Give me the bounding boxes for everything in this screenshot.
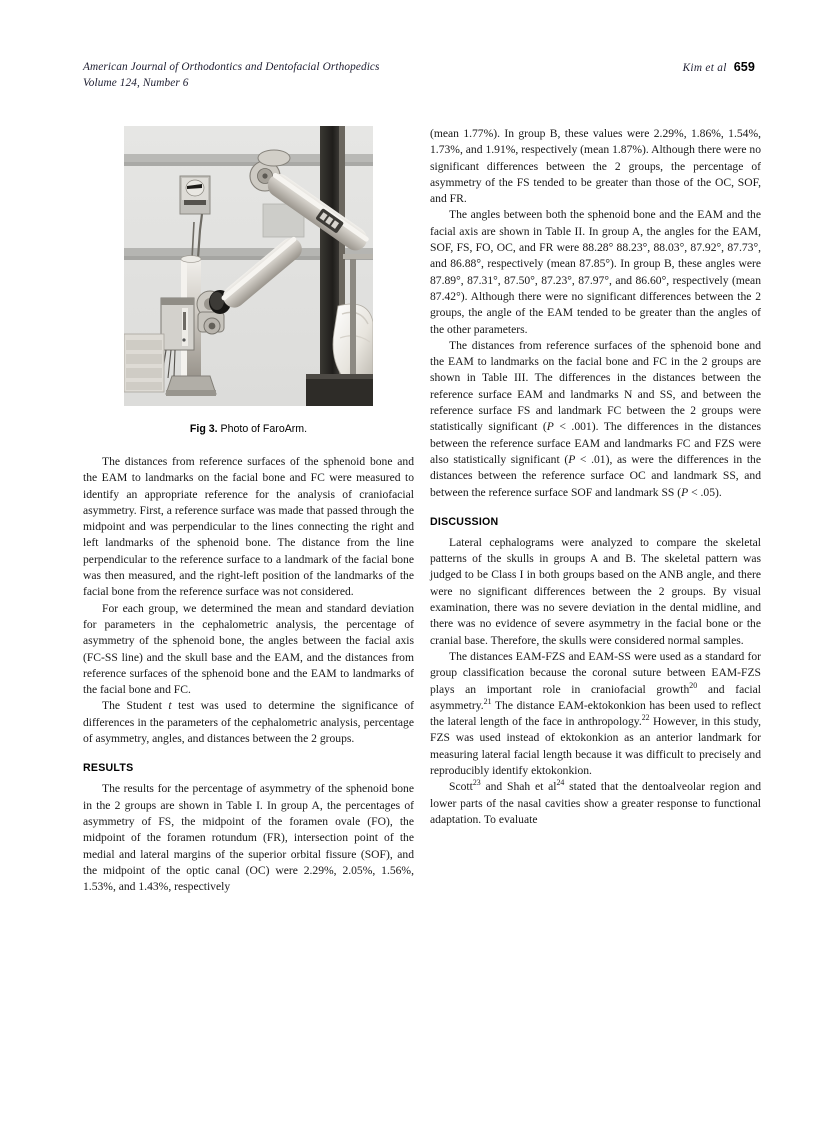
reference-marker-20: 20 [689,680,698,690]
paragraph-angles: The angles between both the sphenoid bone and the EAM and the facial axis are shown in Table II. In group A, the angles for the EAM, SOF, FS, FO, OC, and FR were 88.28° 88.23°, 88.03°, 87.92°, 87.73°, and 86.88°, respectively (mean 87.85°). In group B, these angles were 87.89°, 87.31°, 87.50°, 87.23°, 87.97°, and 86.60°, respectively (mean 87.42°). Although there were no significant differences between the 2 groups, the angle of the EAM tended to be greater than the angles of the other parameters. [430,208,761,336]
discussion2-seg3: The distance EAM-ektokonkion has been used to reflect the lateral length of the face in anthropology. [430,698,761,729]
distances-seg2: < .001). The differences in the distances between the reference surface EAM and landmarks FC and FZS were also statistically significant ( [430,420,761,466]
discussion3-seg3: stated that the dentoalveolar region and lower parts of the nasal cavities show a greater response to functional adaptation. To evaluate [430,780,761,826]
distances-seg4: < .05). [688,485,722,499]
student-t-after: test was used to determine the significance of differences in the parameters of the cephalometric analysis, percentage of asymmetry, angles, and distances between the 2 groups. [83,699,414,746]
p-value-symbol-2: P [568,452,576,466]
discussion2-seg4: However, in this study, FZS was used instead of ektokonkion as an anterior landmark for measuring lateral facial length because it was difficult to precisely and reproducibly identify ektokonkion. [430,715,761,777]
paragraph-results-asymmetry: The results for the percentage of asymmetry of the sphenoid bone in the 2 groups are shown in Table I. In group A, the percentages of asymmetry of FS, the midpoint of the foramen ovale (FO), the midpoint of the foramen rotundum (FR), intersection point of the medial and lateral margins of the superior orbital fissure (SOF), and the midpoint of the optic canal (OC) were 2.29%, 2.05%, 1.56%, 1.53%, and 1.43%, respectively [83,782,414,894]
running-head [83,60,755,94]
student-t-italic: t [168,699,172,713]
discussion3-seg2: and Shah et al [480,780,557,794]
figure-number: Fig 3. [189,423,218,435]
distances-seg1: The distances from reference surfaces of the sphenoid bone and the EAM to landmarks on the facial bone and FC in the 2 groups are shown in Table III. The differences in the distances between the reference surface EAM and landmarks N and SS, and between the reference surface FS and landmark FC between the 2 groups were statistically significant ( [430,338,761,434]
journal-volume-issue: Volume 124, Number 6 [83,76,189,89]
heading-results: RESULTS [83,762,134,775]
discussion2-seg2: and facial asymmetry. [430,682,761,712]
faroarm-photograph [124,126,373,406]
right-column [430,126,761,828]
journal-title: American Journal of Orthodontics and Dentofacial Orthopedics [83,61,380,73]
left-column [83,126,414,895]
distances-seg3: < .01), as were the differences in the distances between the reference surface OC and landmark SS, and between the reference surface SOF and landmark SS ( [430,452,761,499]
student-t-before: The Student [102,699,169,713]
paragraph-group-statistics: For each group, we determined the mean and standard deviation for parameters in the cephalometric analysis, the percentage of asymmetry of the sphenoid bone, the angles between the facial axis (FC-SS line) and the skull base and the EAM, and the distances from reference surfaces of the sphenoid bone and the EAM to landmarks of the facial bone and FC. [83,601,414,697]
p-value-symbol-1: P [546,420,554,434]
faroarm-photo-svg [124,126,373,406]
page-number: 659 [733,60,755,74]
paragraph-distances-method: The distances from reference surfaces of the sphenoid bone and the EAM to landmarks on the facial bone and FC were measured to identify an appropriate reference for the analysis of craniofacial asymmetry. First, a reference surface was made that passed through the midpoint and was perpendicular to the lines connecting the right and left landmarks of the sphenoid bone. The distance from the line perpendicular to the reference surface to a landmark of the facial bone was then measured, and the right-left position of the landmarks of the facial bone from the reference surface was not considered. [83,455,414,599]
p-value-symbol-3: P [681,485,689,499]
discussion3-seg1: Scott [449,780,473,794]
paragraph-asymmetry-continued: (mean 1.77%). In group B, these values were 2.29%, 1.86%, 1.54%, 1.73%, and 1.91%, respectively (mean 1.87%). Although there were no significant differences between the 2 groups, the percentage of asymmetry of the FS tended to be greater than those of the OC, SOF, and FR. [430,127,761,206]
running-head-authors: Kim et al [682,62,727,74]
discussion2-seg1: The distances EAM-FZS and EAM-SS were used as a standard for group classification because the coronal suture between EAM-FZS plays an important role in craniofacial growth [430,649,761,696]
paragraph-discussion-scott-shah [430,779,761,828]
paragraph-student-t-test [83,698,414,747]
reference-marker-21: 21 [483,696,492,706]
paragraph-distances-results [430,338,761,501]
figure-caption-text: Photo of FaroArm. [217,423,308,435]
paragraph-discussion-eam-fzs [430,649,761,779]
journal-title-block [83,60,380,91]
figure-caption [83,422,414,436]
paragraph-discussion-cephalograms: Lateral cephalograms were analyzed to compare the skeletal patterns of the skulls in groups A and B. The skeletal pattern was judged to be Class I in both groups based on the ANB angle, and there were no significant differences between the 2 groups. By visual examination, there was no severe deviation in the dental midline, and there was no evidence of severe asymmetry in the facial bone or the cranial base. Therefore, the skulls were considered normal samples. [430,535,761,647]
running-head-right [683,60,755,77]
figure-3 [83,126,414,436]
reference-marker-22: 22 [641,713,650,723]
reference-marker-23: 23 [472,778,481,788]
heading-discussion: DISCUSSION [430,515,499,528]
reference-marker-24: 24 [556,778,565,788]
